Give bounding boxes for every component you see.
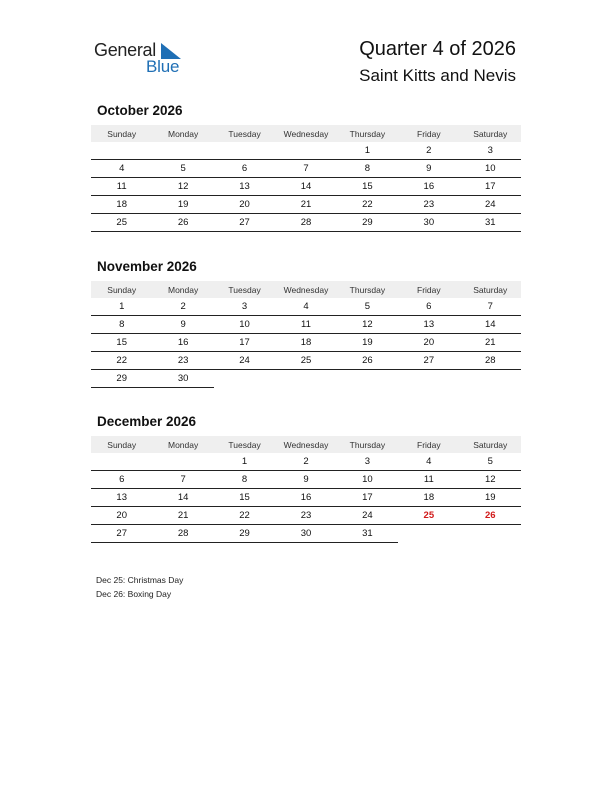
day-cell: 10 [214,316,275,334]
week-row [91,142,521,160]
day-cell: 15 [91,334,152,352]
weekday-header: Sunday [91,125,152,142]
day-cell: 28 [275,214,336,232]
day-cell: 16 [152,334,213,352]
calendar-table [91,281,521,388]
day-cell: 19 [152,196,213,214]
day-cell: 25 [91,214,152,232]
day-cell: 28 [460,352,521,370]
weekday-header: Monday [152,436,213,453]
day-cell: 31 [460,214,521,232]
country-name: Saint Kitts and Nevis [359,66,516,85]
day-cell: 22 [337,196,398,214]
day-cell: 3 [337,453,398,471]
calendar-table [91,125,521,232]
holiday-day-cell: 25 [398,507,459,525]
calendar-body [91,298,521,388]
day-cell: 20 [91,507,152,525]
week-row [91,316,521,334]
day-cell: 17 [337,489,398,507]
week-row [91,370,521,388]
day-cell: 15 [214,489,275,507]
day-cell: 1 [337,142,398,160]
day-cell: 31 [337,525,398,543]
day-cell: 7 [152,471,213,489]
day-cell: 18 [275,334,336,352]
empty-day-cell [460,370,521,388]
day-cell: 8 [337,160,398,178]
week-row [91,214,521,232]
day-cell: 5 [152,160,213,178]
week-row [91,489,521,507]
day-cell: 29 [337,214,398,232]
empty-day-cell [398,370,459,388]
day-cell: 12 [152,178,213,196]
empty-day-cell [91,453,152,471]
empty-day-cell [275,142,336,160]
logo-text-blue: Blue [146,57,180,76]
weekday-header: Thursday [337,436,398,453]
day-cell: 21 [152,507,213,525]
day-cell: 10 [460,160,521,178]
day-cell: 11 [91,178,152,196]
day-cell: 4 [91,160,152,178]
month-title: December 2026 [97,414,197,429]
empty-day-cell [398,525,459,543]
day-cell: 11 [275,316,336,334]
weekday-header: Sunday [91,436,152,453]
weekday-header: Tuesday [214,281,275,298]
weekday-header: Wednesday [275,125,336,142]
day-cell: 4 [398,453,459,471]
day-cell: 27 [91,525,152,543]
week-row [91,352,521,370]
week-row [91,160,521,178]
day-cell: 5 [337,298,398,316]
day-cell: 13 [214,178,275,196]
day-cell: 30 [275,525,336,543]
week-row [91,525,521,543]
day-cell: 15 [337,178,398,196]
day-cell: 14 [152,489,213,507]
weekday-header: Thursday [337,281,398,298]
day-cell: 24 [460,196,521,214]
day-cell: 28 [152,525,213,543]
empty-day-cell [275,370,336,388]
day-cell: 27 [398,352,459,370]
day-cell: 23 [152,352,213,370]
day-cell: 17 [214,334,275,352]
day-cell: 1 [214,453,275,471]
weekday-header: Friday [398,281,459,298]
day-cell: 11 [398,471,459,489]
month-title: November 2026 [97,259,197,274]
month-october [91,103,521,232]
holiday-notes [96,573,183,601]
weekday-header: Wednesday [275,436,336,453]
day-cell: 2 [152,298,213,316]
weekday-header: Saturday [460,125,521,142]
day-cell: 17 [460,178,521,196]
day-cell: 10 [337,471,398,489]
day-cell: 8 [214,471,275,489]
weekday-header: Tuesday [214,125,275,142]
day-cell: 18 [398,489,459,507]
holiday-note: Dec 25: Christmas Day [96,575,184,585]
day-cell: 30 [152,370,213,388]
day-cell: 7 [460,298,521,316]
day-cell: 27 [214,214,275,232]
day-cell: 3 [460,142,521,160]
week-row [91,178,521,196]
weekday-header-row [91,436,521,453]
day-cell: 6 [398,298,459,316]
day-cell: 29 [214,525,275,543]
week-row [91,298,521,316]
day-cell: 14 [275,178,336,196]
calendar-body [91,142,521,232]
day-cell: 16 [398,178,459,196]
weekday-header: Thursday [337,125,398,142]
day-cell: 26 [337,352,398,370]
day-cell: 14 [460,316,521,334]
day-cell: 20 [398,334,459,352]
day-cell: 24 [214,352,275,370]
week-row [91,471,521,489]
weekday-header-row [91,125,521,142]
week-row [91,507,521,525]
day-cell: 30 [398,214,459,232]
day-cell: 13 [398,316,459,334]
day-cell: 21 [460,334,521,352]
weekday-header: Saturday [460,281,521,298]
empty-day-cell [214,142,275,160]
generalblue-logo [94,40,194,80]
day-cell: 9 [398,160,459,178]
week-row [91,453,521,471]
holiday-note: Dec 26: Boxing Day [96,589,172,599]
day-cell: 3 [214,298,275,316]
day-cell: 12 [337,316,398,334]
day-cell: 22 [91,352,152,370]
day-cell: 7 [275,160,336,178]
calendar-body [91,453,521,543]
holiday-day-cell: 26 [460,507,521,525]
day-cell: 13 [91,489,152,507]
day-cell: 22 [214,507,275,525]
day-cell: 4 [275,298,336,316]
day-cell: 6 [91,471,152,489]
day-cell: 26 [152,214,213,232]
weekday-header: Saturday [460,436,521,453]
day-cell: 19 [337,334,398,352]
calendar-table [91,436,521,543]
month-title: October 2026 [97,103,183,118]
empty-day-cell [214,370,275,388]
weekday-header: Monday [152,281,213,298]
day-cell: 9 [275,471,336,489]
day-cell: 2 [275,453,336,471]
month-december [91,414,521,543]
weekday-header: Tuesday [214,436,275,453]
logo-text-general: General [94,40,156,60]
empty-day-cell [152,453,213,471]
week-row [91,334,521,352]
day-cell: 5 [460,453,521,471]
day-cell: 16 [275,489,336,507]
day-cell: 9 [152,316,213,334]
empty-day-cell [460,525,521,543]
day-cell: 24 [337,507,398,525]
empty-day-cell [91,142,152,160]
weekday-header: Sunday [91,281,152,298]
day-cell: 25 [275,352,336,370]
day-cell: 2 [398,142,459,160]
weekday-header: Friday [398,125,459,142]
page-title: Quarter 4 of 2026 [359,38,516,60]
weekday-header: Monday [152,125,213,142]
day-cell: 20 [214,196,275,214]
weekday-header: Friday [398,436,459,453]
day-cell: 19 [460,489,521,507]
day-cell: 8 [91,316,152,334]
day-cell: 18 [91,196,152,214]
day-cell: 1 [91,298,152,316]
empty-day-cell [152,142,213,160]
day-cell: 23 [398,196,459,214]
day-cell: 21 [275,196,336,214]
day-cell: 6 [214,160,275,178]
empty-day-cell [337,370,398,388]
month-november [91,259,521,388]
day-cell: 12 [460,471,521,489]
week-row [91,196,521,214]
day-cell: 29 [91,370,152,388]
weekday-header-row [91,281,521,298]
day-cell: 23 [275,507,336,525]
weekday-header: Wednesday [275,281,336,298]
